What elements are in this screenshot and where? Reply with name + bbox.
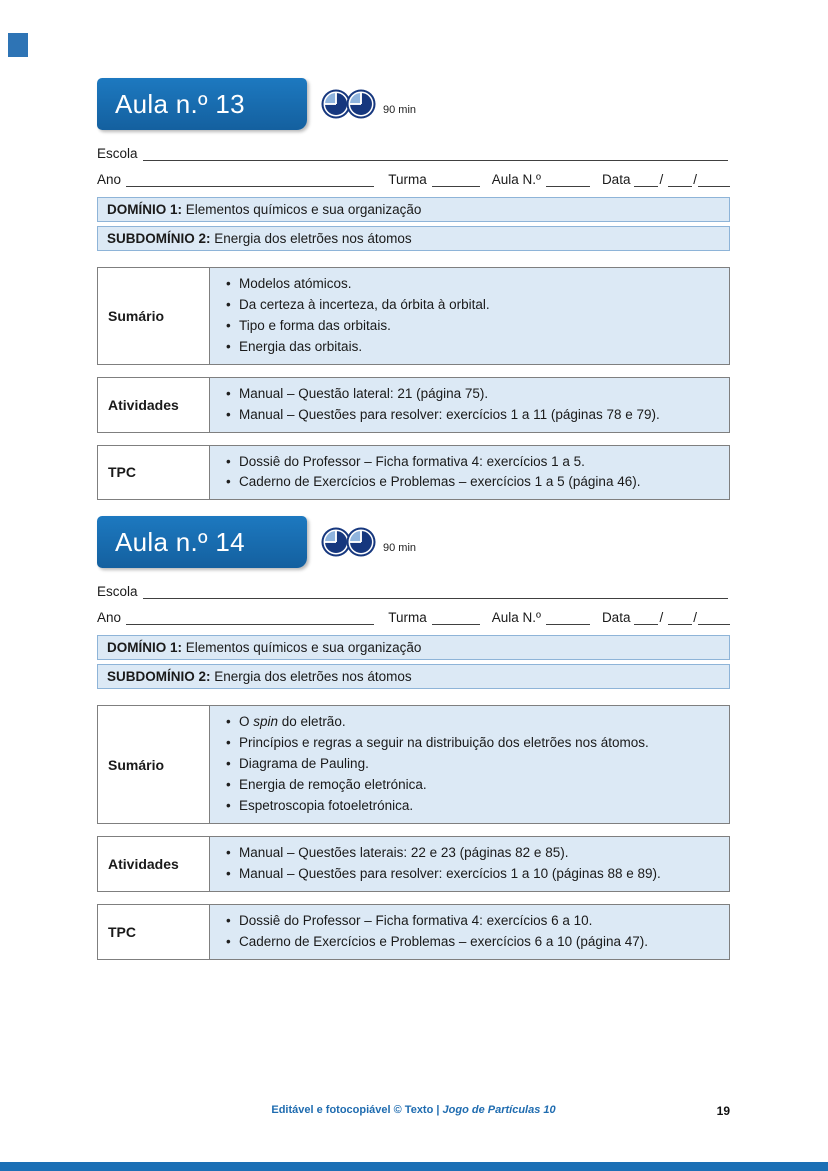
duration-group [321, 527, 416, 557]
data-day-line [634, 610, 658, 625]
data-year-line [698, 172, 730, 187]
lesson-title-banner [97, 78, 307, 130]
turma-blank-line [432, 610, 480, 625]
aula-n-blank-line [546, 172, 590, 187]
row-content [209, 445, 730, 501]
aula-n-label: Aula N.º [491, 610, 541, 626]
lesson-title-banner [97, 516, 307, 568]
data-day-line [634, 172, 658, 187]
bullet-item: • Manual – Questões para resolver: exercícios 1 a 11 (páginas 78 e 79). [239, 405, 719, 426]
subdomain-label: SUBDOMÍNIO 2: [107, 669, 211, 685]
row-label: Sumário [97, 705, 210, 824]
aula-n-label: Aula N.º [491, 172, 541, 187]
date-separator: / [659, 610, 664, 626]
data-year-line [698, 610, 730, 625]
duration-group [321, 89, 416, 119]
row-content [209, 377, 730, 433]
bullet-item: • Diagrama de Pauling. [239, 754, 719, 775]
bullet-list [220, 384, 719, 426]
ano-label: Ano [97, 172, 122, 187]
tpc-row [97, 904, 730, 960]
row-label: TPC [97, 445, 210, 501]
domain-bar [97, 635, 730, 660]
date-separator: / [693, 610, 697, 626]
escola-blank-line [143, 584, 728, 599]
ano-blank-line [126, 610, 374, 625]
bullet-item: • Dossiê do Professor – Ficha formativa 4: exercícios 6 a 10. [239, 911, 719, 932]
lesson-title: Aula n.º 14 [115, 526, 245, 557]
atividades-row [97, 377, 730, 433]
ano-blank-line [126, 172, 374, 187]
row-content [209, 904, 730, 960]
escola-blank-line [143, 146, 728, 161]
bullet-item: • O spin do eletrão. [239, 712, 719, 733]
bullet-item: • Manual – Questão lateral: 21 (página 75). [239, 384, 719, 405]
row-label: Atividades [97, 377, 210, 433]
bullet-item: • Modelos atómicos. [239, 274, 719, 295]
row-label: Atividades [97, 836, 210, 892]
data-label: Data [601, 172, 631, 187]
lesson-section-14 [97, 516, 730, 959]
data-label: Data [601, 610, 631, 626]
lesson-title: Aula n.º 13 [115, 88, 245, 119]
subdomain-label: SUBDOMÍNIO 2: [107, 231, 211, 246]
page-content [97, 0, 730, 960]
sumario-row [97, 267, 730, 365]
bullet-item: • Dossiê do Professor – Ficha formativa 4: exercícios 1 a 5. [239, 452, 719, 473]
page-footer [97, 1104, 730, 1120]
aula-n-blank-line [546, 610, 590, 625]
bullet-item: • Tipo e forma das orbitais. [239, 316, 719, 337]
clock-icon [346, 527, 376, 557]
duration-label: 90 min [383, 104, 417, 116]
escola-label: Escola [97, 584, 138, 600]
bullet-item: • Energia de remoção eletrónica. [239, 775, 719, 796]
bullet-item: • Caderno de Exercícios e Problemas – exercícios 6 a 10 (página 47). [239, 932, 719, 953]
domain-bar [97, 197, 730, 222]
escola-row [97, 580, 730, 599]
bullet-item: • Manual – Questões laterais: 22 e 23 (páginas 82 e 85). [239, 843, 719, 864]
ano-row [97, 606, 730, 625]
bullet-list [220, 274, 719, 358]
tpc-row [97, 445, 730, 501]
footer-book-title: Jogo de Partículas 10 [442, 1104, 556, 1116]
lesson-section-13 [97, 78, 730, 500]
footer-credit-text: Editável e fotocopiável © Texto | [271, 1104, 443, 1116]
date-separator: / [659, 172, 664, 187]
data-month-line [668, 610, 692, 625]
turma-blank-line [432, 172, 480, 187]
row-label: TPC [97, 904, 210, 960]
subdomain-text: Energia dos eletrões nos átomos [210, 669, 412, 685]
bullet-list [220, 911, 719, 953]
atividades-row [97, 836, 730, 892]
bullet-item: • Princípios e regras a seguir na distribuição dos eletrões nos átomos. [239, 733, 719, 754]
domain-label: DOMÍNIO 1: [107, 202, 183, 217]
bullet-list [220, 452, 719, 494]
ano-row [97, 168, 730, 187]
bullet-item: • Da certeza à incerteza, da órbita à orbital. [239, 295, 719, 316]
row-content [209, 705, 730, 824]
escola-row [97, 142, 730, 161]
domain-label: DOMÍNIO 1: [107, 640, 183, 656]
corner-accent [8, 33, 28, 57]
lesson-header-row [97, 78, 730, 130]
bullet-list [220, 712, 719, 817]
subdomain-bar [97, 226, 730, 251]
clock-icon [346, 89, 376, 119]
bullet-item: • Manual – Questões para resolver: exercícios 1 a 10 (páginas 88 e 89). [239, 864, 719, 885]
domain-text: Elementos químicos e sua organização [182, 202, 422, 217]
bullet-item: • Energia das orbitais. [239, 337, 719, 358]
lesson-header-row [97, 516, 730, 568]
row-content [209, 267, 730, 365]
escola-label: Escola [97, 146, 138, 161]
ano-label: Ano [97, 610, 122, 626]
duration-label: 90 min [383, 542, 417, 555]
bullet-item: • Espetroscopia fotoeletrónica. [239, 796, 719, 817]
subdomain-text: Energia dos eletrões nos átomos [210, 231, 412, 246]
bullet-item: • Caderno de Exercícios e Problemas – exercícios 1 a 5 (página 46). [239, 472, 719, 493]
data-month-line [668, 172, 692, 187]
subdomain-bar [97, 664, 730, 689]
turma-label: Turma [388, 610, 427, 626]
sumario-row [97, 705, 730, 824]
turma-label: Turma [388, 172, 427, 187]
domain-text: Elementos químicos e sua organização [182, 640, 422, 656]
row-label: Sumário [97, 267, 210, 365]
page-number: 19 [716, 1104, 730, 1118]
footer-credit [97, 1104, 730, 1116]
bottom-bar [0, 1162, 828, 1171]
row-content [209, 836, 730, 892]
date-separator: / [693, 172, 697, 187]
bullet-list [220, 843, 719, 885]
